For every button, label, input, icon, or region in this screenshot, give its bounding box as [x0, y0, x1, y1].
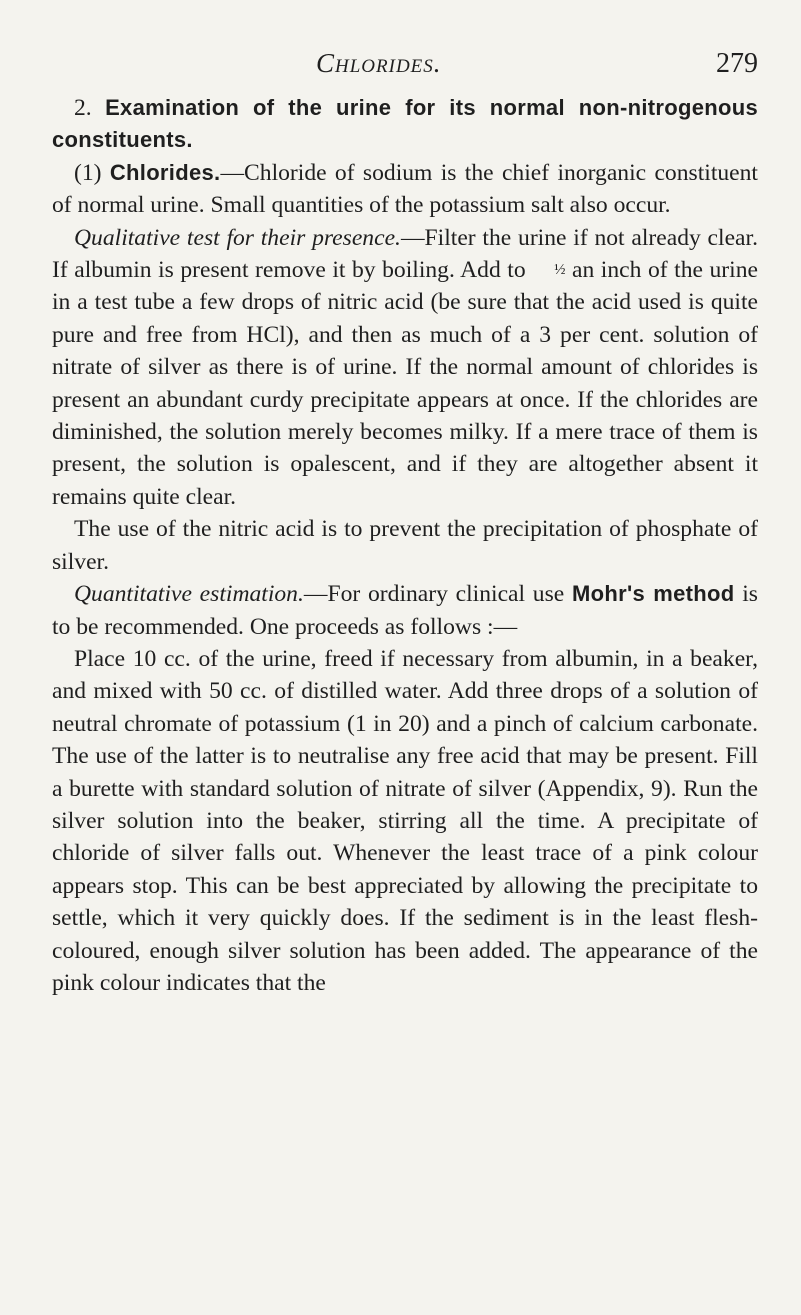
nitric-acid-text: The use of the nitric acid is to prevent the precipitation of phosphate of silver. — [52, 516, 758, 575]
quantitative-heading: Quantitative estimation. — [74, 581, 304, 608]
running-head — [52, 48, 758, 92]
section-number: 2. — [74, 95, 92, 121]
quantitative-text-a: —For ordinary clinical use — [303, 581, 565, 608]
fraction: ½ — [554, 262, 566, 279]
page-number: 279 — [716, 48, 758, 79]
qualitative-text-a: —Filter the urine if not already clear. If albumin is present remove it by boiling. Add to — [52, 224, 758, 284]
paragraph-qualitative — [52, 222, 758, 514]
section-heading — [52, 92, 758, 157]
body-text — [52, 92, 758, 999]
book-page — [52, 48, 758, 1288]
procedure-text: Place 10 cc. of the urine, freed if necessary from albumin, in a beaker, and mixed with 50 cc. of distilled water. Add three drops of a solution of neutral chromate of potassium (1 in 20) and a pinch of calcium carbonate. The use of the latter is to neutralise any free acid that may be present. Fill a burette with standard solution of nitrate of silver (Appendix, 9). Run the silver solution into the beaker, stirring all the time. A precipitate of chloride of silver falls out. Whenever the least trace of a pink colour appears stop. This can be best appreciated by allowing the precipitate to settle, which it very quickly does. If the sediment is in the least flesh-coloured, enough silver solution has been added. The appearance of the pink colour indicates that the — [52, 645, 758, 996]
paragraph-procedure — [52, 643, 758, 999]
mohr-method: Mohr's method — [572, 581, 735, 607]
paragraph-chlorides — [52, 157, 758, 222]
qualitative-heading: Qualitative test for their presence. — [74, 224, 401, 251]
section-title: Examination of the urine for its normal non-nitrogenous constituents. — [52, 95, 758, 153]
paragraph-quantitative — [52, 578, 758, 643]
chlorides-heading: Chlorides. — [109, 159, 221, 185]
qualitative-text-b: an inch of the urine in a test tube a few drops of nitric acid (be sure that the acid used is quite pure and free from HCl), and then as much of a 3 per cent. solution of nitrate of silver as there is of urine. If the normal amount of chlorides is present an abundant curdy precipitate appears at once. If the chlorides are diminished, the solution merely becomes milky. If a mere trace of them is present, the solution is opalescent, and if they are altogether absent it remains quite clear. — [52, 257, 758, 510]
running-title: Chlorides. — [316, 48, 442, 78]
item-label: (1) — [74, 159, 102, 186]
quantitative-text-b: is to be recommended. One proceeds as follows :— — [52, 581, 758, 640]
paragraph-nitric-acid — [52, 513, 758, 578]
chlorides-text: —Chloride of sodium is the chief inorganic constituent of normal urine. Small quantities of the potassium salt also occur. — [52, 159, 758, 219]
